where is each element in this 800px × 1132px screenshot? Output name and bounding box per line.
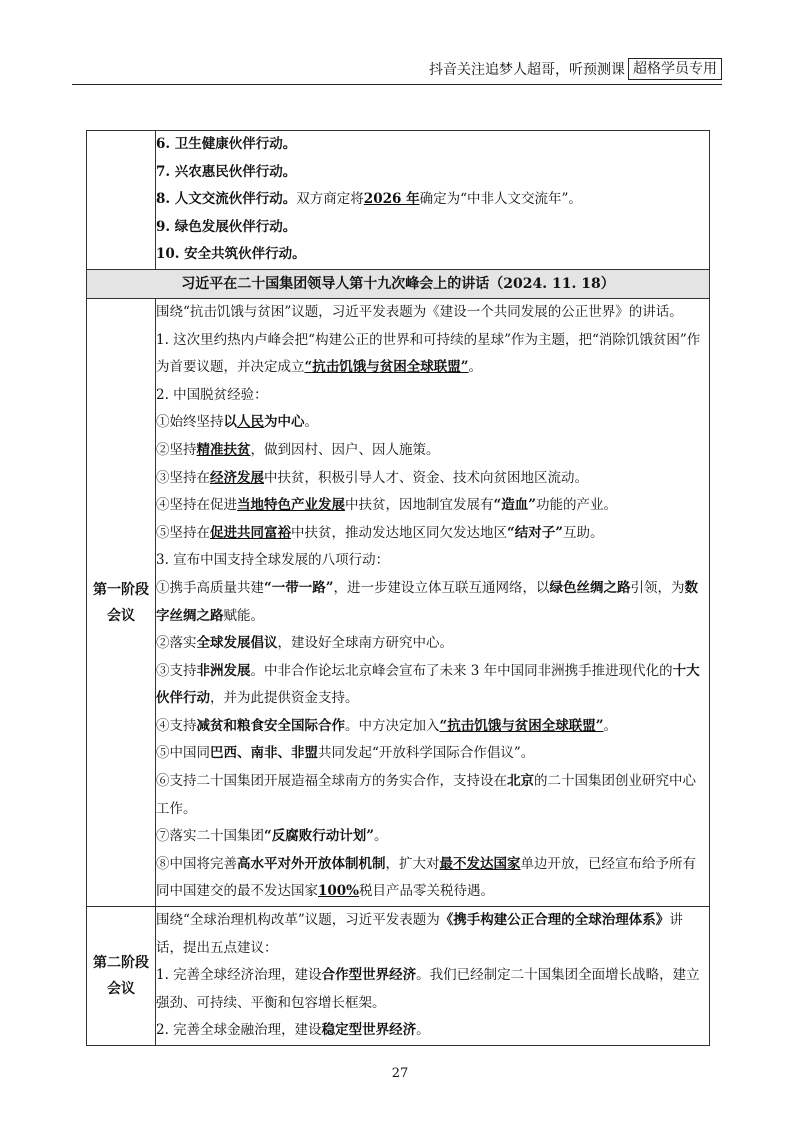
list-item: 7. 兴农惠民伙伴行动。 [156, 163, 297, 180]
section-title: 习近平在二十国集团领导人第十九次峰会上的讲话（2024. 11. 18） [87, 269, 710, 298]
list-item: ①始终坚持以人民为中心。 [156, 414, 318, 431]
list-item: 9. 绿色发展伙伴行动。 [156, 218, 297, 235]
list-item: ③坚持在经济发展中扶贫，积极引导人才、资金、技术向贫困地区流动。 [156, 469, 588, 486]
header-boxed-label: 超格学员专用 [628, 58, 722, 80]
stage1-content [156, 298, 710, 906]
header-rule [72, 84, 722, 85]
list-item: ④坚持在促进当地特色产业发展中扶贫，因地制宜发展有“造血”功能的产业。 [156, 497, 618, 514]
list-item: ④支持减贫和粮食安全国际合作。中方决定加入“抗击饥饿与贫困全球联盟”。 [156, 717, 618, 734]
list-item: 1. 完善全球经济治理，建设合作型世界经济。我们已经制定二十国集团全面增长战略，建立强劲、可持续、平衡和包容增长框架。 [156, 967, 700, 1011]
list-item: ⑧中国将完善高水平对外开放体制机制，扩大对最不发达国家单边开放，已经宣布给予所有同中国建交的最不发达国家100%税目产品零关税待遇。 [156, 855, 696, 900]
stage2-content [156, 907, 710, 1046]
stage2-intro: 围绕“全球治理机构改革”议题，习近平发表题为《携手构建公正合理的全球治理体系》讲话，提出五点建议： [156, 912, 683, 956]
stage1-intro: 围绕“抗击饥饿与贫困”议题，习近平发表题为《建设一个共同发展的公正世界》的讲话。 [156, 303, 683, 320]
list-item: 6. 卫生健康伙伴行动。 [156, 136, 297, 152]
row-stage1 [87, 298, 710, 906]
list-item: ⑤中国同巴西、南非、非盟共同发起“开放科学国际合作倡议”。 [156, 745, 535, 762]
row-block1 [87, 131, 710, 270]
list-item: ①携手高质量共建“一带一路”，进一步建设立体互联互通网络，以绿色丝绸之路引领，为数字丝绸之路赋能。 [156, 579, 699, 624]
list-item: 8. 人文交流伙伴行动。双方商定将2026 年确定为“中非人文交流年”。 [156, 191, 582, 208]
list-item: ②坚持精准扶贫，做到因村、因户、因人施策。 [156, 441, 440, 458]
list-item: 10. 安全共筑伙伴行动。 [156, 246, 306, 263]
list-item: ②落实全球发展倡议，建设好全球南方研究中心。 [156, 635, 453, 652]
page-number: 27 [391, 1066, 409, 1081]
left-cell-empty [87, 131, 156, 270]
stage1-point-2: 2. 中国脱贫经验： [156, 386, 268, 403]
list-item: ⑦落实二十国集团“反腐败行动计划”。 [156, 828, 388, 845]
header-text: 抖音关注追梦人超哥，听预测课 [429, 62, 625, 78]
list-item: ③支持非洲发展。中非合作论坛北京峰会宣布了未来 3 年中国同非洲携手推进现代化的十大伙伴行动，并为此提供资金支持。 [156, 662, 700, 707]
row-stage2 [87, 907, 710, 1046]
page-header [429, 58, 722, 80]
list-item: ⑤坚持在促进共同富裕中扶贫，推动发达地区同欠发达地区“结对子”互助。 [156, 524, 604, 541]
content-table [86, 130, 710, 1046]
list-item: 2. 完善全球金融治理，建设稳定型世界经济。 [156, 1022, 430, 1039]
list-item: ⑥支持二十国集团开展造福全球南方的务实合作，支持设在北京的二十国集团创业研究中心工作。 [156, 773, 696, 817]
stage1-point-1: 1. 这次里约热内卢峰会把“构建公正的世界和可持续的星球”作为主题，把“消除饥饿贫困”作为首要议题，并决定成立“抗击饥饿与贫困全球联盟”。 [156, 331, 701, 376]
block1-content [156, 131, 710, 270]
stage2-label: 第二阶段 会议 [87, 907, 156, 1046]
stage1-point-3: 3. 宣布中国支持全球发展的八项行动： [156, 552, 390, 569]
section-title-row [87, 269, 710, 298]
stage1-label: 第一阶段 会议 [87, 298, 156, 906]
